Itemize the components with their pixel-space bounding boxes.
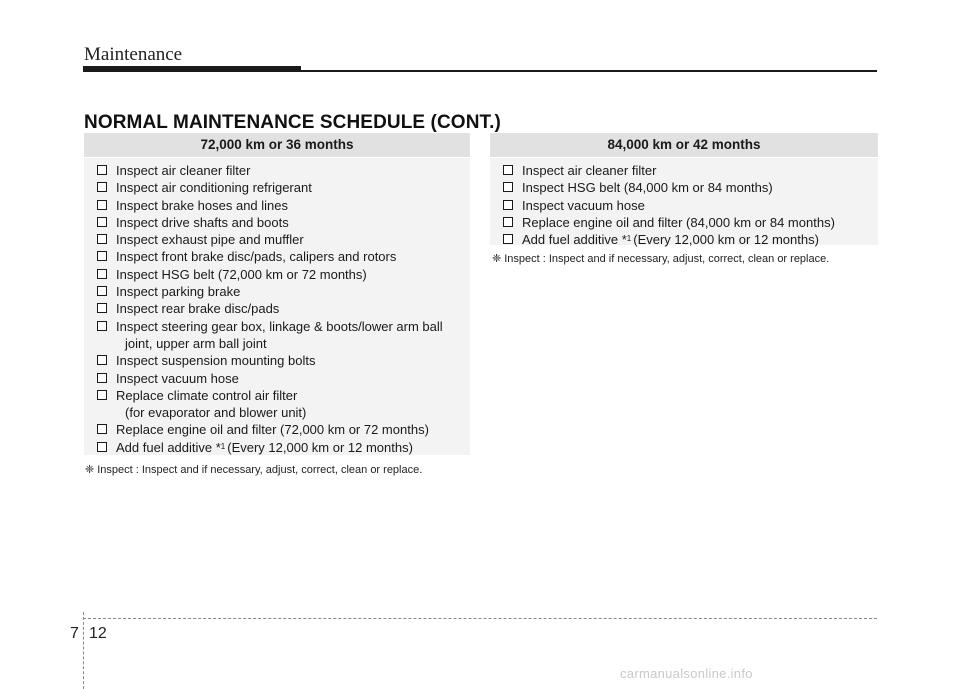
checkbox-icon [97,217,107,227]
table-body [84,158,470,462]
table-body [490,158,878,254]
checkbox-icon [503,234,513,244]
footer-vertical-divider [83,612,84,689]
list-item: Inspect vacuum hose [490,197,878,214]
list-item: Inspect front brake disc/pads, calipers and rotors [84,248,470,265]
list-item-fuel-additive: Add fuel additive *$^1$ (Every 12,000 km or 12 months) [84,439,470,456]
watermark: carmanualsonline.info [620,666,753,681]
list-item: Inspect air cleaner filter [84,162,470,179]
header-bar-thin [83,70,877,72]
footnote-marker: 1 [220,441,226,451]
list-item: Inspect HSG belt (72,000 km or 72 months) [84,266,470,283]
schedule-table-72000 [84,133,470,455]
checkbox-icon [503,200,513,210]
list-item: Inspect air conditioning refrigerant [84,179,470,196]
checkbox-icon [503,217,513,227]
checkbox-icon [97,303,107,313]
list-item: Inspect steering gear box, linkage & boots/lower arm ball [84,318,470,335]
inspect-note-left: ❈ Inspect : Inspect and if necessary, adjust, correct, clean or replace. [85,464,423,476]
note-mark-icon: ❈ [85,464,95,476]
checkbox-icon [97,165,107,175]
checkbox-icon [97,355,107,365]
list-item: Inspect HSG belt (84,000 km or 84 months) [490,179,878,196]
section-title: NORMAL MAINTENANCE SCHEDULE (CONT.) [84,112,501,133]
schedule-table-84000 [490,133,878,248]
list-item: Inspect brake hoses and lines [84,197,470,214]
checkbox-icon [97,286,107,296]
checkbox-icon [97,390,107,400]
checkbox-icon [97,424,107,434]
list-item-continuation: (for evaporator and blower unit) [125,405,307,421]
list-item-fuel-additive: Add fuel additive *$^1$ (Every 12,000 km or 12 months) [490,231,878,248]
list-item: Inspect air cleaner filter [490,162,878,179]
checkbox-icon [97,442,107,452]
checkbox-icon [97,373,107,383]
list-item-continuation: joint, upper arm ball joint [125,335,267,351]
page-number: 12 [89,625,107,642]
list-item: Inspect rear brake disc/pads [84,300,470,317]
list-item: Inspect parking brake [84,283,470,300]
checkbox-icon [97,321,107,331]
checkbox-icon [97,269,107,279]
checkbox-icon [97,251,107,261]
list-item: Inspect vacuum hose [84,370,470,387]
list-item: Replace engine oil and filter (72,000 km or 72 months) [84,421,470,438]
list-item: Inspect suspension mounting bolts [84,352,470,369]
checkbox-icon [97,200,107,210]
list-item: Replace engine oil and filter (84,000 km or 84 months) [490,214,878,231]
footnote-marker: 1 [626,234,632,244]
checkbox-icon [503,165,513,175]
list-item: Inspect drive shafts and boots [84,214,470,231]
table-heading: 84,000 km or 42 months [490,133,878,158]
list-item: Inspect exhaust pipe and muffler [84,231,470,248]
page-chapter: 7 [70,625,79,642]
checkbox-icon [97,182,107,192]
inspect-note-right: ❈ Inspect : Inspect and if necessary, adjust, correct, clean or replace. [492,253,830,265]
checkbox-icon [503,182,513,192]
checkbox-icon [97,234,107,244]
table-heading: 72,000 km or 36 months [84,133,470,158]
note-mark-icon: ❈ [492,253,502,265]
header-title: Maintenance [84,44,183,65]
list-item: Replace climate control air filter [84,387,470,404]
footer-divider [83,618,877,620]
